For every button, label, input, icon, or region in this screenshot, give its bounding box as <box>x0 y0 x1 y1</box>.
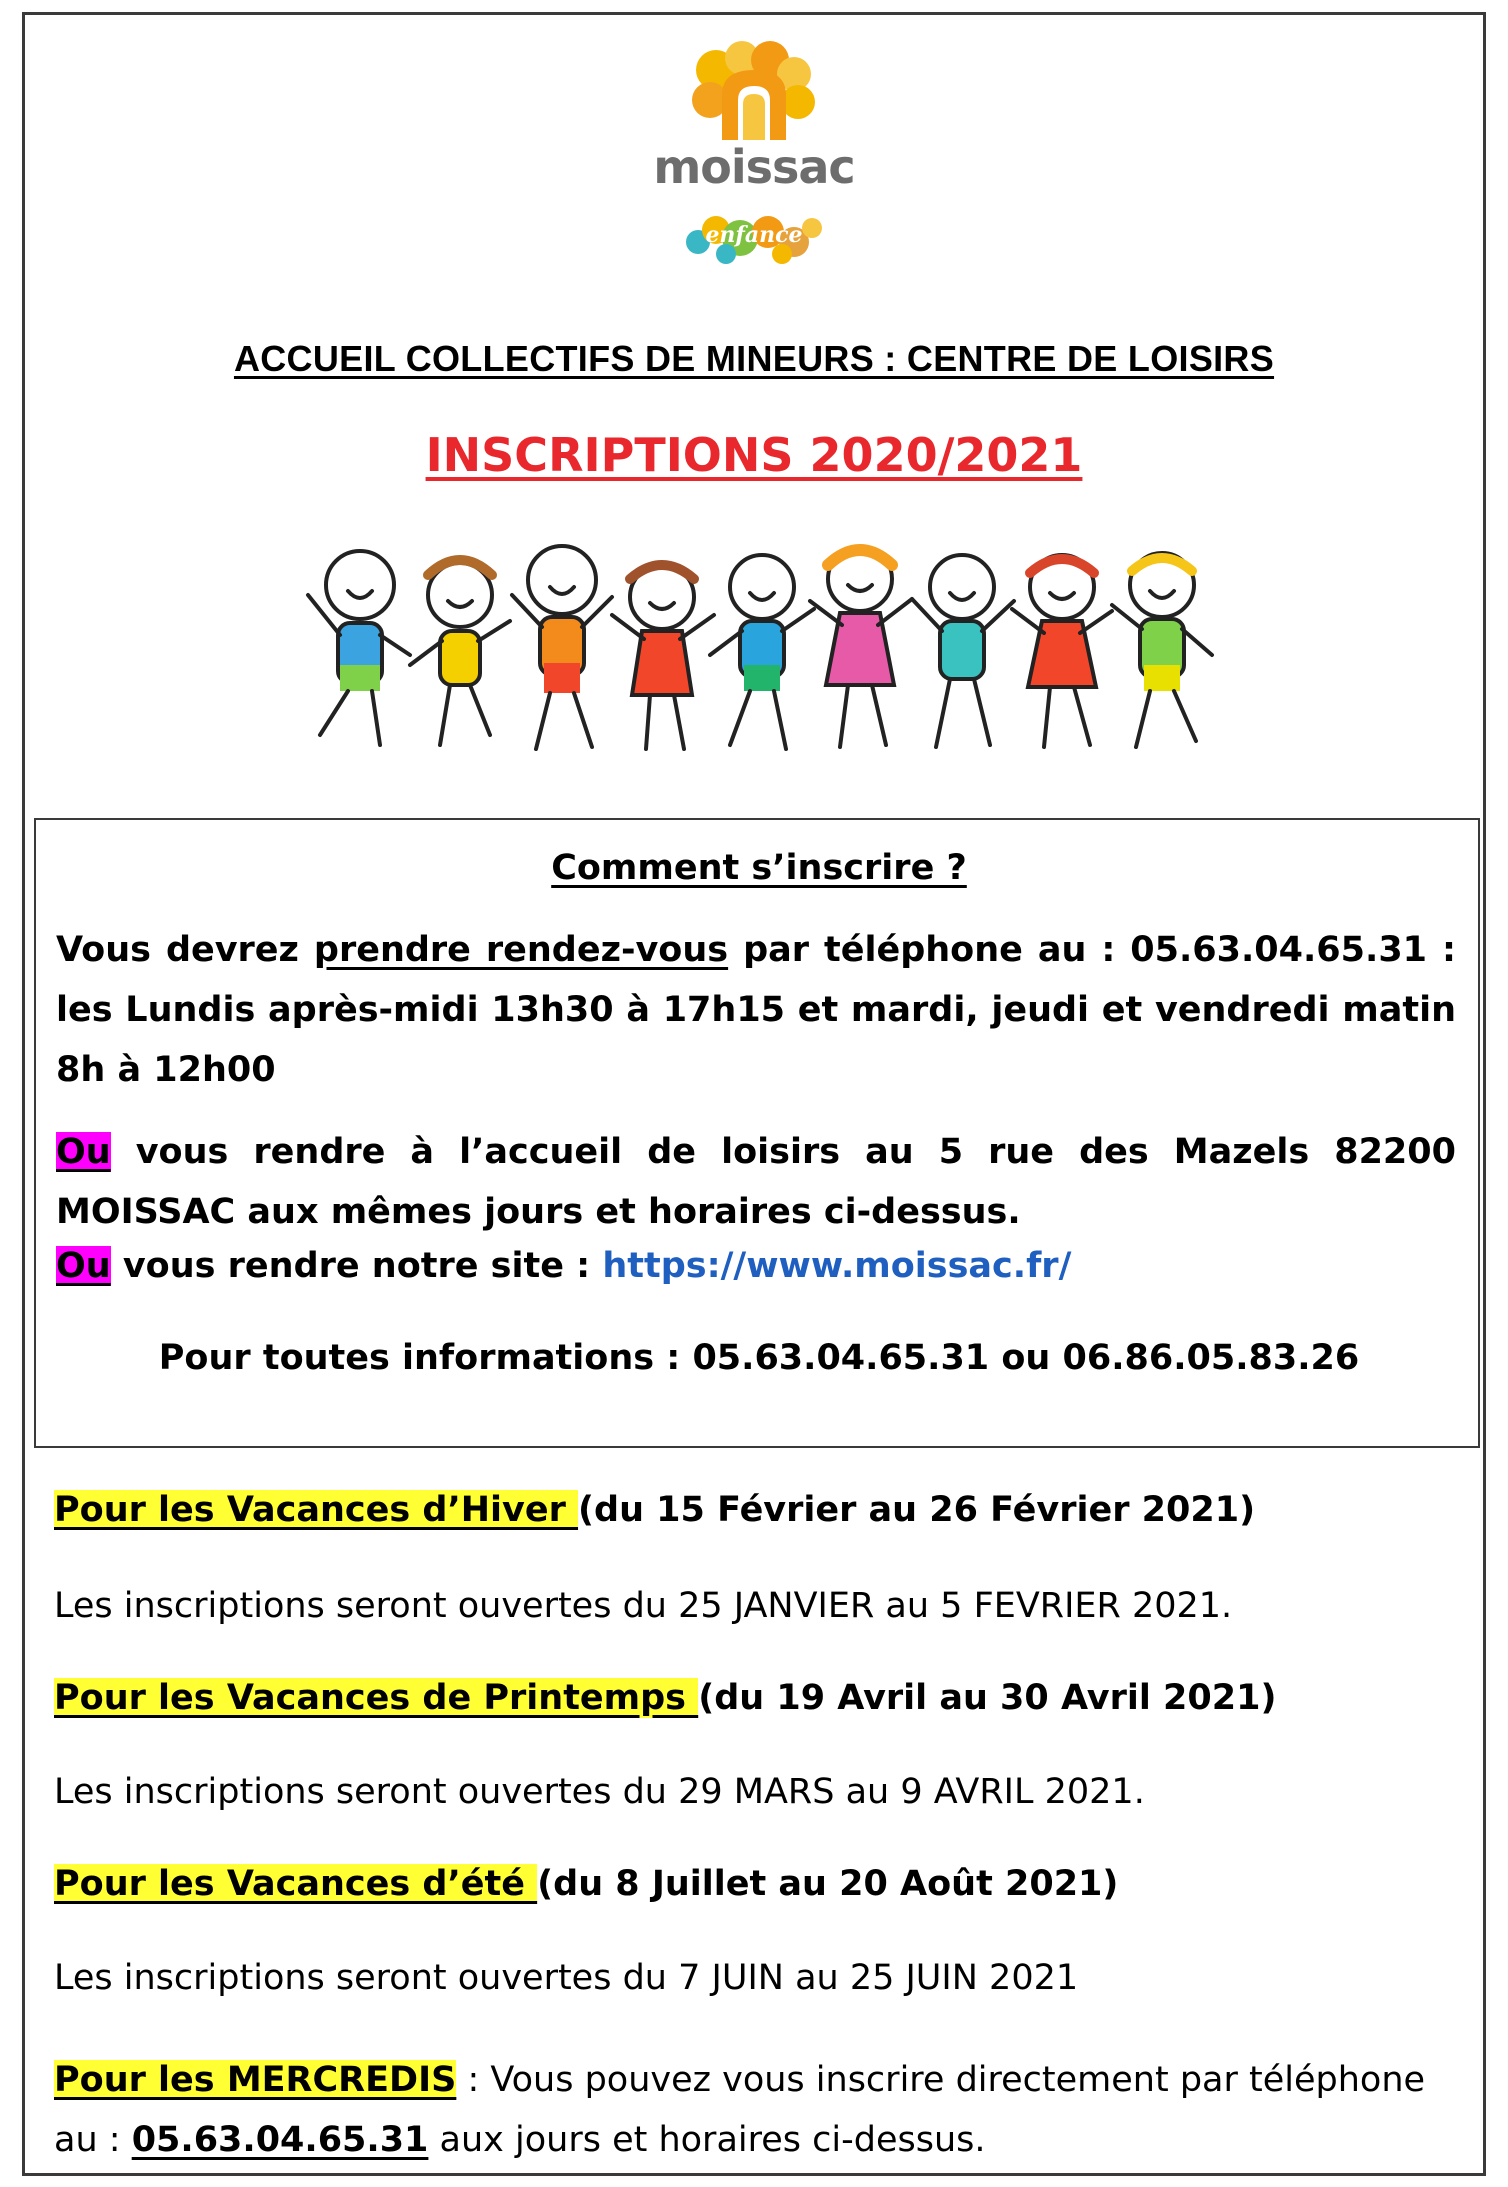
p1-underlined: prendre rendez-vous <box>313 930 729 970</box>
mercredis-label: Pour les MERCREDIS <box>54 2060 457 2100</box>
website-paragraph <box>56 1236 1456 1296</box>
section-dates: (du 8 Juillet au 20 Août 2021) <box>537 1864 1119 1904</box>
section-hiver-heading <box>54 1490 1474 1530</box>
page-title: ACCUEIL COLLECTIFS DE MINEURS : CENTRE DE LOISIRS <box>233 338 1275 379</box>
logo-arch-icon <box>630 40 878 150</box>
section-label: Pour les Vacances d’été <box>54 1864 538 1904</box>
logo-enfance-badge <box>682 208 826 268</box>
section-mercredis <box>54 2050 1474 2170</box>
p3-text: vous rendre notre site : <box>110 1246 603 1286</box>
p1-prefix: Vous devrez <box>56 930 314 970</box>
website-link[interactable]: https://www.moissac.fr/ <box>602 1246 1072 1286</box>
section-printemps-heading <box>54 1678 1474 1718</box>
mercredis-text-end: aux jours et horaires ci-dessus. <box>428 2120 986 2160</box>
ou-label: Ou <box>56 1246 111 1286</box>
visit-paragraph <box>56 1122 1456 1242</box>
page-subtitle: INSCRIPTIONS 2020/2021 <box>425 428 1083 482</box>
moissac-logo <box>630 40 878 280</box>
mercredis-text: : Vous pouvez vous inscrire directement par téléphone au : <box>54 2060 1426 2160</box>
p1-rest: par téléphone au : 05.63.04.65.31 : les Lundis après-midi 13h30 à 17h15 et mardi, jeudi et vendredi matin 8h à 12h00 <box>56 930 1456 1090</box>
section-ete-heading <box>54 1864 1474 1904</box>
section-hiver-body: Les inscriptions seront ouvertes du 25 JANVIER au 5 FEVRIER 2021. <box>54 1586 1233 1626</box>
section-ete-body: Les inscriptions seront ouvertes du 7 JUIN au 25 JUIN 2021 <box>54 1958 1079 1998</box>
mercredis-phone: 05.63.04.65.31 <box>131 2120 429 2160</box>
info-box <box>34 818 1480 1448</box>
section-printemps-body: Les inscriptions seront ouvertes du 29 MARS au 9 AVRIL 2021. <box>54 1772 1145 1812</box>
logo-wordmark: moissac <box>653 140 855 194</box>
dancing-kids-illustration <box>300 535 1220 775</box>
logo-subtitle: enfance <box>705 222 803 248</box>
section-label: Pour les Vacances d’Hiver <box>54 1490 579 1530</box>
section-label: Pour les Vacances de Printemps <box>54 1678 699 1718</box>
appointment-paragraph <box>56 920 1456 1100</box>
section-dates: (du 19 Avril au 30 Avril 2021) <box>698 1678 1277 1718</box>
section-dates: (du 15 Février au 26 Février 2021) <box>578 1490 1256 1530</box>
p2-rest: vous rendre à l’accueil de loisirs au 5 rue des Mazels 82200 MOISSAC aux mêmes jours et horaires ci-dessus. <box>56 1132 1456 1232</box>
ou-label: Ou <box>56 1132 111 1172</box>
box-title: Comment s’inscrire ? <box>551 848 967 888</box>
contact-line: Pour toutes informations : 05.63.04.65.31 ou 06.86.05.83.26 <box>158 1338 1360 1378</box>
